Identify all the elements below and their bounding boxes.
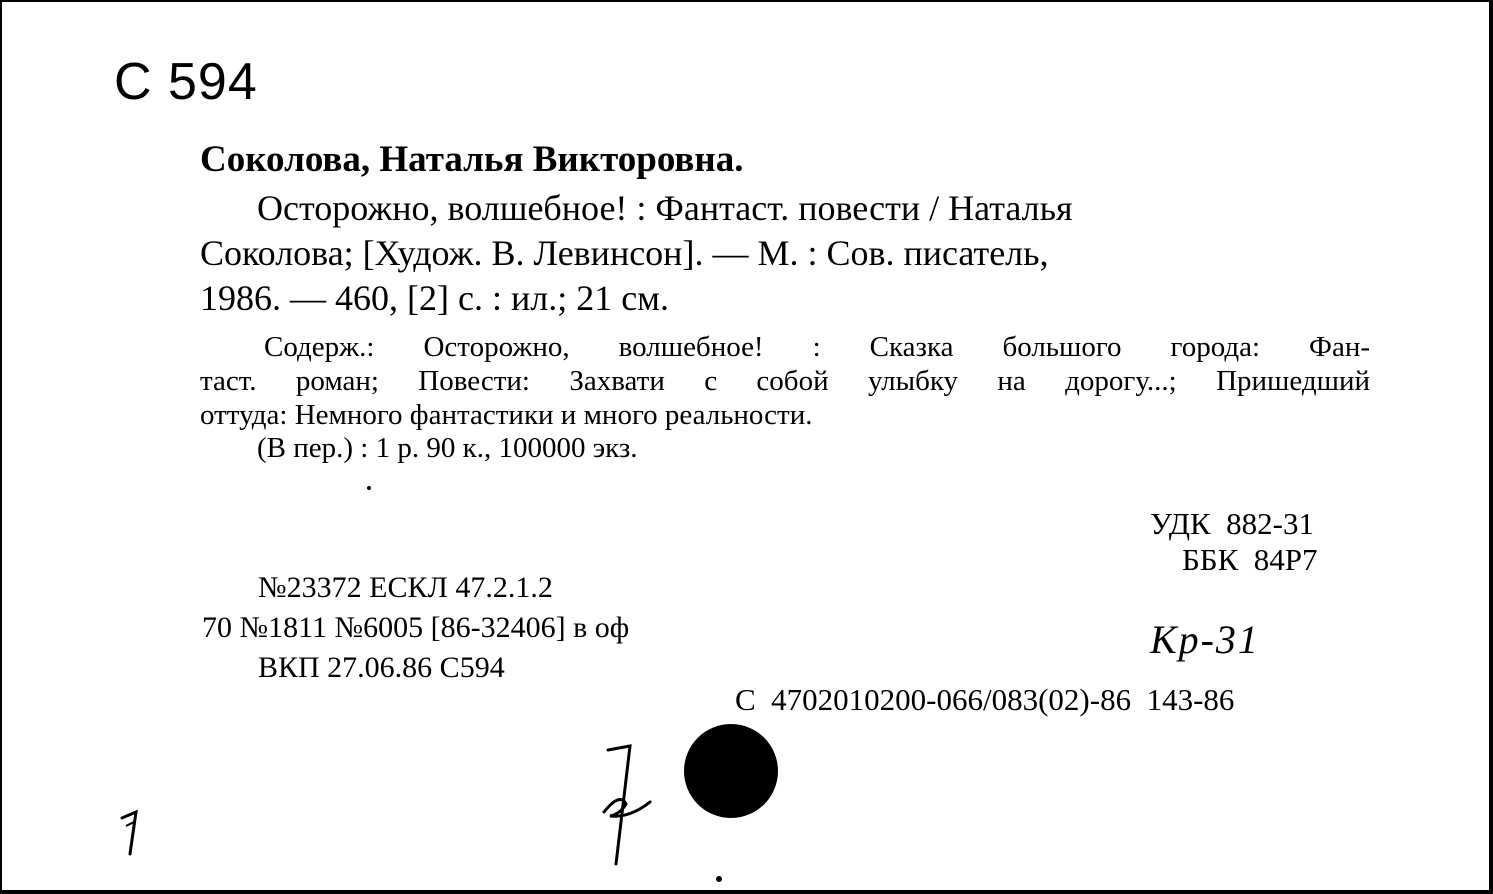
- ink-dot: [716, 876, 722, 882]
- handwritten-mark-icon: [116, 808, 146, 858]
- punched-hole-dot: [684, 724, 778, 818]
- call-number: С 594: [114, 53, 258, 111]
- bbk-code: ББК 84Р7: [1182, 542, 1318, 577]
- biblio-line-2: Соколова; [Худож. В. Левинсон]. — М. : Сов. писатель,: [200, 233, 1049, 273]
- contents-line-1: Содерж.: Осторожно, волшебное! : Сказка большого города: Фан-: [264, 331, 1370, 363]
- contents-note: [200, 330, 1370, 432]
- ink-speck: [367, 486, 371, 490]
- udk-code: УДК 882-31: [1150, 506, 1314, 541]
- author-heading: Соколова, Наталья Викторовна.: [200, 139, 744, 180]
- catalog-line-1: №23372 ЕСКЛ 47.2.1.2: [258, 571, 553, 604]
- publisher-code-line: С 4702010200-066/083(02)-86 143-86: [735, 682, 1235, 717]
- contents-line-2: таст. роман; Повести: Захвати с собой улыбку на дорогу...; Пришедший: [200, 365, 1370, 397]
- biblio-line-1: Осторожно, волшебное! : Фантаст. повести / Наталья: [257, 188, 1073, 228]
- bibliographic-description: [200, 186, 1370, 321]
- catalog-line-3: ВКП 27.06.86 С594: [258, 651, 505, 684]
- price-note: (В пер.) : 1 р. 90 к., 100000 экз.: [257, 432, 638, 464]
- contents-line-3: оттуда: Немного фантастики и много реальности.: [200, 399, 813, 431]
- handwritten-seven-icon: [590, 742, 660, 868]
- catalog-line-2: 70 №1811 №6005 [86-32406] в оф: [202, 611, 630, 644]
- catalog-numbers: [202, 568, 629, 688]
- handwritten-code: Кр-31: [1150, 617, 1260, 662]
- biblio-line-3: 1986. — 460, [2] с. : ил.; 21 см.: [200, 278, 669, 318]
- catalog-card: [2, 2, 1489, 890]
